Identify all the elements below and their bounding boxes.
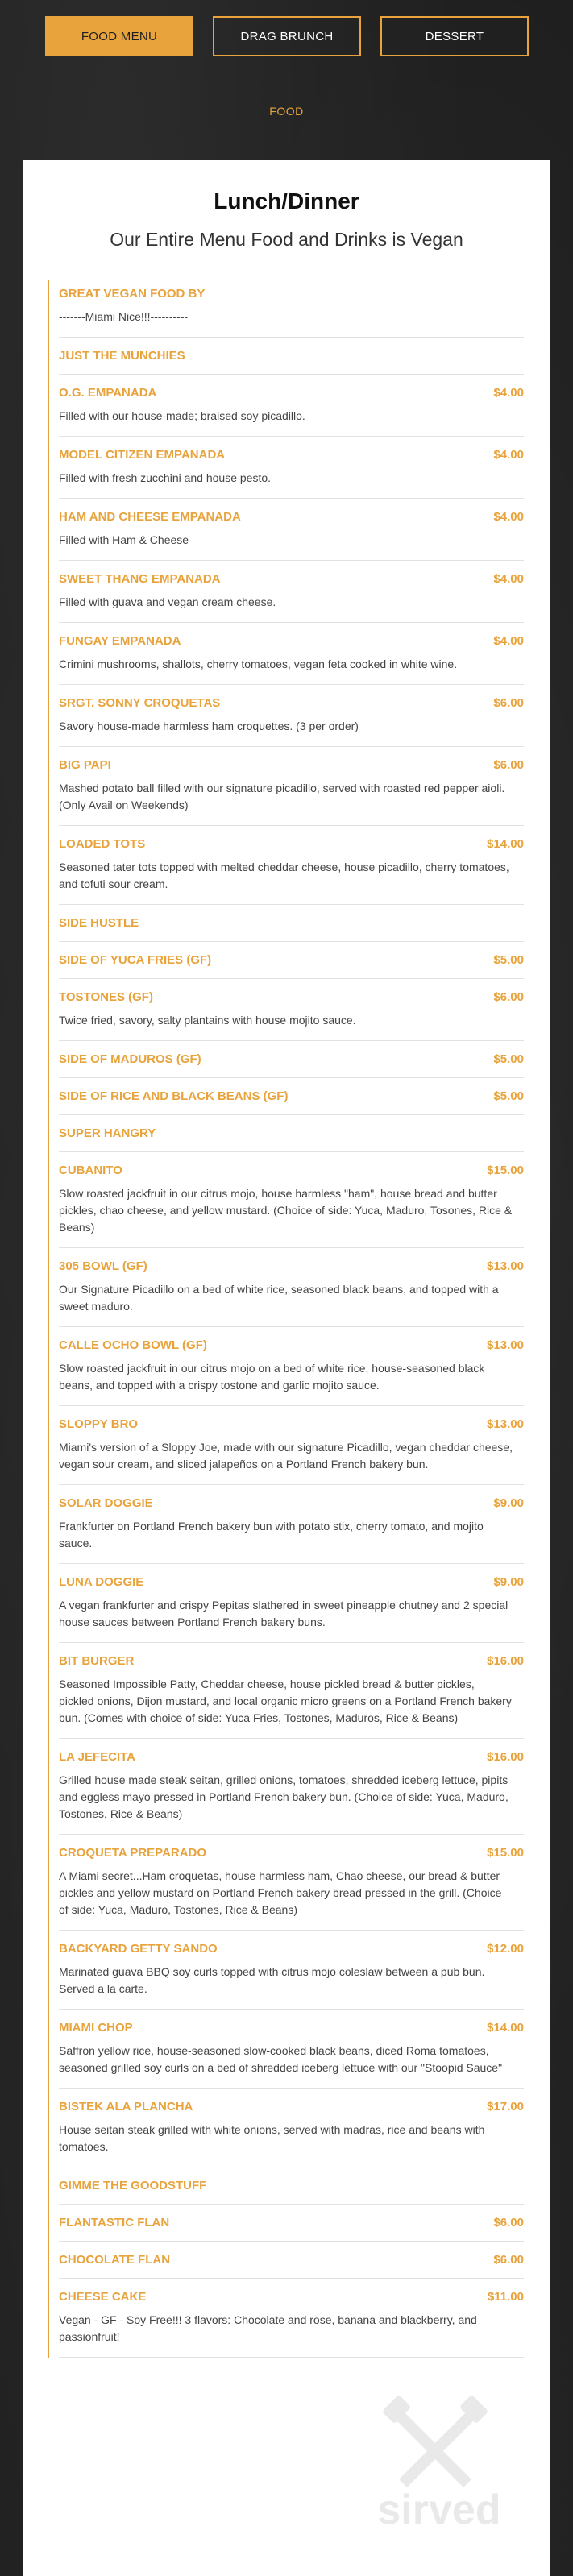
menu-item-row <box>59 758 524 772</box>
menu-item <box>59 979 524 1041</box>
menu-item-name: BIG PAPI <box>59 758 111 772</box>
menu-item-row <box>59 1846 524 1860</box>
menu-item <box>59 747 524 826</box>
menu-item-description: Slow roasted jackfruit in our citrus mojo, house harmless "ham", house bread and butter pickles, chao cheese, and yellow mustard. (Choice of side: Yuca, Maduro, Tosones, Rice & Beans) <box>59 1187 513 1234</box>
menu-item <box>59 685 524 747</box>
menu-item <box>59 375 524 437</box>
menu-item-price: $6.00 <box>493 758 524 772</box>
section-title: SIDE HUSTLE <box>59 916 139 930</box>
menu-item <box>59 1643 524 1739</box>
menu-item <box>59 437 524 499</box>
menu-item-description: A vegan frankfurter and crispy Pepitas slathered in sweet pineapple chutney and 2 special house sauces between Portland French bakery buns. <box>59 1599 509 1628</box>
menu-item-row <box>59 1126 524 1140</box>
menu-item-price: $4.00 <box>493 386 524 400</box>
menu-item-price: $17.00 <box>487 2100 524 2113</box>
menu-item-description: Filled with fresh zucchini and house pesto. <box>59 471 272 484</box>
menu-item-row <box>59 1750 524 1764</box>
menu-item-name: SOLAR DOGGIE <box>59 1496 153 1510</box>
menu-item <box>59 1152 524 1248</box>
menu-item-row <box>59 2021 524 2035</box>
menu-item-price: $13.00 <box>487 1417 524 1431</box>
menu-item <box>59 942 524 979</box>
menu-item-price: $4.00 <box>493 510 524 524</box>
menu-item-name: CROQUETA PREPARADO <box>59 1846 207 1860</box>
menu-item-price: $5.00 <box>493 1052 524 1066</box>
menu-item-row <box>59 572 524 586</box>
section-title: JUST THE MUNCHIES <box>59 349 185 363</box>
menu-item-price: $15.00 <box>487 1846 524 1860</box>
menu-item-name: SWEET THANG EMPANADA <box>59 572 221 586</box>
menu-item <box>59 2242 524 2279</box>
menu-item-description: Saffron yellow rice, house-seasoned slow-cooked black beans, diced Roma tomatoes, seasoned grilled soy curls on a bed of shredded iceberg lettuce with our "Stoopid Sauce" <box>59 2044 503 2074</box>
menu-item-row <box>59 1496 524 1510</box>
menu-item-name: CALLE OCHO BOWL (GF) <box>59 1338 207 1352</box>
menu-item <box>59 623 524 685</box>
section-title: GIMME THE GOODSTUFF <box>59 2179 207 2192</box>
menu-item-price: $6.00 <box>493 2216 524 2230</box>
menu-item-name: SIDE OF MADUROS (GF) <box>59 1052 201 1066</box>
menu-item-price: $6.00 <box>493 2253 524 2267</box>
menu-item-row <box>59 1052 524 1066</box>
menu-item-row <box>59 696 524 710</box>
menu-item <box>59 1248 524 1327</box>
menu-item-name: HAM AND CHEESE EMPANADA <box>59 510 241 524</box>
menu-item-row <box>59 510 524 524</box>
menu-item-description: Seasoned tater tots topped with melted cheddar cheese, house picadillo, cherry tomatoes, and tofuti sour cream. <box>59 861 509 890</box>
dessert-button[interactable]: DESSERT <box>380 16 529 56</box>
menu-item-price: $14.00 <box>487 837 524 851</box>
menu-item-price: $15.00 <box>487 1164 524 1177</box>
menu-item <box>59 2010 524 2089</box>
menu-item-description: House seitan steak grilled with white onions, served with madras, rice and beans with tomatoes. <box>59 2123 485 2153</box>
menu-item <box>59 2279 524 2358</box>
menu-item <box>59 1835 524 1931</box>
menu-item-description: Twice fried, savory, salty plantains with house mojito sauce. <box>59 1014 356 1027</box>
menu-item <box>59 561 524 623</box>
menu-item-name: BACKYARD GETTY SANDO <box>59 1942 218 1956</box>
menu-item-price: $16.00 <box>487 1654 524 1668</box>
menu-section <box>59 905 524 942</box>
menu-item-row <box>59 1338 524 1352</box>
menu-type-nav <box>45 16 529 56</box>
menu-item-name: LA JEFECITA <box>59 1750 136 1764</box>
menu-item-price: $6.00 <box>493 990 524 1004</box>
menu-item-name: LOADED TOTS <box>59 837 146 851</box>
menu-item-row <box>59 1417 524 1431</box>
menu-item-name: SIDE OF YUCA FRIES (GF) <box>59 953 212 967</box>
drag-brunch-button[interactable]: DRAG BRUNCH <box>213 16 361 56</box>
menu-item-price: $12.00 <box>487 1942 524 1956</box>
menu-item-name: MIAMI CHOP <box>59 2021 133 2035</box>
menu-item-row <box>59 2100 524 2113</box>
menu-item-name: FLANTASTIC FLAN <box>59 2216 170 2230</box>
menu-item <box>59 1564 524 1643</box>
menu-section <box>59 1115 524 1152</box>
menu-item-price: $9.00 <box>493 1496 524 1510</box>
menu-item-name: BISTEK ALA PLANCHA <box>59 2100 193 2113</box>
menu-item-price: $4.00 <box>493 572 524 586</box>
menu-item-row <box>59 1654 524 1668</box>
menu-item-name: O.G. EMPANADA <box>59 386 157 400</box>
menu-item-description: Filled with guava and vegan cream cheese. <box>59 595 276 608</box>
menu-item-description: Our Signature Picadillo on a bed of white rice, seasoned black beans, and topped with a sweet maduro. <box>59 1283 499 1313</box>
menu-item-row <box>59 837 524 851</box>
menu-item-description: Vegan - GF - Soy Free!!! 3 flavors: Chocolate and rose, banana and blackberry, and passionfruit! <box>59 2313 477 2343</box>
menu-item <box>59 1041 524 1078</box>
menu-item-row <box>59 2179 524 2192</box>
menu-item-description: -------Miami Nice!!!---------- <box>59 310 189 323</box>
section-title: GREAT VEGAN FOOD BY <box>59 287 206 301</box>
menu-item-price: $9.00 <box>493 1575 524 1589</box>
menu-item-price: $11.00 <box>487 2290 524 2304</box>
menu-item-row <box>59 916 524 930</box>
menu-item-description: A Miami secret...Ham croquetas, house harmless ham, Chao cheese, our bread & butter pickles and yellow mustard on Portland French bakery bread pressed in the grill. (Choice of side: Yuca, Maduro, Tostones, Rice & Beans) <box>59 1869 502 1916</box>
menu-item <box>59 1406 524 1485</box>
menu-item-name: SRGT. SONNY CROQUETAS <box>59 696 221 710</box>
menu-item-price: $16.00 <box>487 1750 524 1764</box>
menu-item-row <box>59 287 524 301</box>
menu-item-description: Marinated guava BBQ soy curls topped with citrus mojo coleslaw between a pub bun. Served a la carte. <box>59 1965 485 1995</box>
menu-item-name: TOSTONES (GF) <box>59 990 153 1004</box>
menu-section <box>59 2167 524 2205</box>
menu-item-row <box>59 2216 524 2230</box>
menu-list <box>48 280 524 2358</box>
menu-item-row <box>59 634 524 648</box>
menu-item-description: Frankfurter on Portland French bakery bun with potato stix, cherry tomato, and mojito sauce. <box>59 1520 484 1549</box>
menu-item-price: $5.00 <box>493 1089 524 1103</box>
menu-subtitle: Our Entire Menu Food and Drinks is Vegan <box>110 229 463 250</box>
menu-item <box>59 1485 524 1564</box>
menu-item-price: $4.00 <box>493 448 524 462</box>
menu-item-description: Filled with Ham & Cheese <box>59 533 189 546</box>
menu-item-row <box>59 1164 524 1177</box>
menu-title: Lunch/Dinner <box>214 189 359 214</box>
menu-item-description: Filled with our house-made; braised soy picadillo. <box>59 409 305 422</box>
menu-item <box>59 1078 524 1115</box>
menu-item-name: MODEL CITIZEN EMPANADA <box>59 448 226 462</box>
menu-item-name: 305 BOWL (GF) <box>59 1259 147 1273</box>
food-menu-button[interactable]: FOOD MENU <box>45 16 193 56</box>
menu-item-description: Savory house-made harmless ham croquettes. (3 per order) <box>59 720 359 732</box>
menu-item-name: SLOPPY BRO <box>59 1417 139 1431</box>
menu-item <box>59 1739 524 1835</box>
section-title: SUPER HANGRY <box>59 1126 156 1140</box>
menu-item-row <box>59 1575 524 1589</box>
menu-item-row <box>59 953 524 967</box>
menu-item-row <box>59 448 524 462</box>
menu-item-price: $4.00 <box>493 634 524 648</box>
menu-item-price: $6.00 <box>493 696 524 710</box>
menu-item-description: Slow roasted jackfruit in our citrus mojo on a bed of white rice, house-seasoned black beans, and topped with a crispy tostone and garlic mojito sauce. <box>59 1362 485 1392</box>
menu-item-row <box>59 2290 524 2304</box>
menu-item-row <box>59 1259 524 1273</box>
menu-item-name: CHOCOLATE FLAN <box>59 2253 171 2267</box>
menu-item-name: SIDE OF RICE AND BLACK BEANS (GF) <box>59 1089 289 1103</box>
menu-item-name: FUNGAY EMPANADA <box>59 634 181 648</box>
menu-item <box>59 1327 524 1406</box>
menu-item-row <box>59 2253 524 2267</box>
watermark-text: sirved <box>377 2487 501 2528</box>
menu-item <box>59 2089 524 2167</box>
menu-item <box>59 2205 524 2242</box>
menu-item-description: Crimini mushrooms, shallots, cherry tomatoes, vegan feta cooked in white wine. <box>59 657 458 670</box>
menu-item-description: Grilled house made steak seitan, grilled onions, tomatoes, shredded iceberg lettuce, pipits and eggless mayo pressed in Portland French bakery bun. (Choice of side: Yuca, Maduro, Tostones, Rice & Beans) <box>59 1773 509 1820</box>
menu-item-row <box>59 386 524 400</box>
menu-section <box>59 280 524 338</box>
menu-item-name: BIT BURGER <box>59 1654 135 1668</box>
sirved-watermark <box>351 2391 528 2528</box>
menu-item-name: CUBANITO <box>59 1164 122 1177</box>
menu-item-description: Seasoned Impossible Patty, Cheddar cheese, house pickled bread & butter pickles, pickled onions, Dijon mustard, and local organic micro greens on a Portland French bakery bun. (Comes with choice of side: Yuca Fries, Tostones, Maduros, Rice & Beans) <box>59 1678 512 1724</box>
fork-knife-icon <box>351 2391 528 2528</box>
menu-item-name: LUNA DOGGIE <box>59 1575 144 1589</box>
menu-item <box>59 826 524 905</box>
menu-item-description: Mashed potato ball filled with our signature picadillo, served with roasted red pepper aioli. (Only Avail on Weekends) <box>59 782 505 811</box>
menu-section <box>59 338 524 375</box>
menu-item <box>59 499 524 561</box>
menu-item-row <box>59 1942 524 1956</box>
menu-item-row <box>59 990 524 1004</box>
menu-item-price: $5.00 <box>493 953 524 967</box>
menu-item-description: Miami's version of a Sloppy Joe, made with our signature Picadillo, vegan cheddar cheese, vegan sour cream, and sliced jalapeños on a Portland French bakery bun. <box>59 1441 513 1471</box>
tab-food[interactable]: FOOD <box>269 105 304 118</box>
menu-item-row <box>59 1089 524 1103</box>
menu-item-row <box>59 349 524 363</box>
menu-item-price: $13.00 <box>487 1338 524 1352</box>
menu-item-price: $13.00 <box>487 1259 524 1273</box>
menu-item-price: $14.00 <box>487 2021 524 2035</box>
menu-item-name: CHEESE CAKE <box>59 2290 147 2304</box>
menu-panel <box>23 160 550 2576</box>
menu-item <box>59 1931 524 2010</box>
